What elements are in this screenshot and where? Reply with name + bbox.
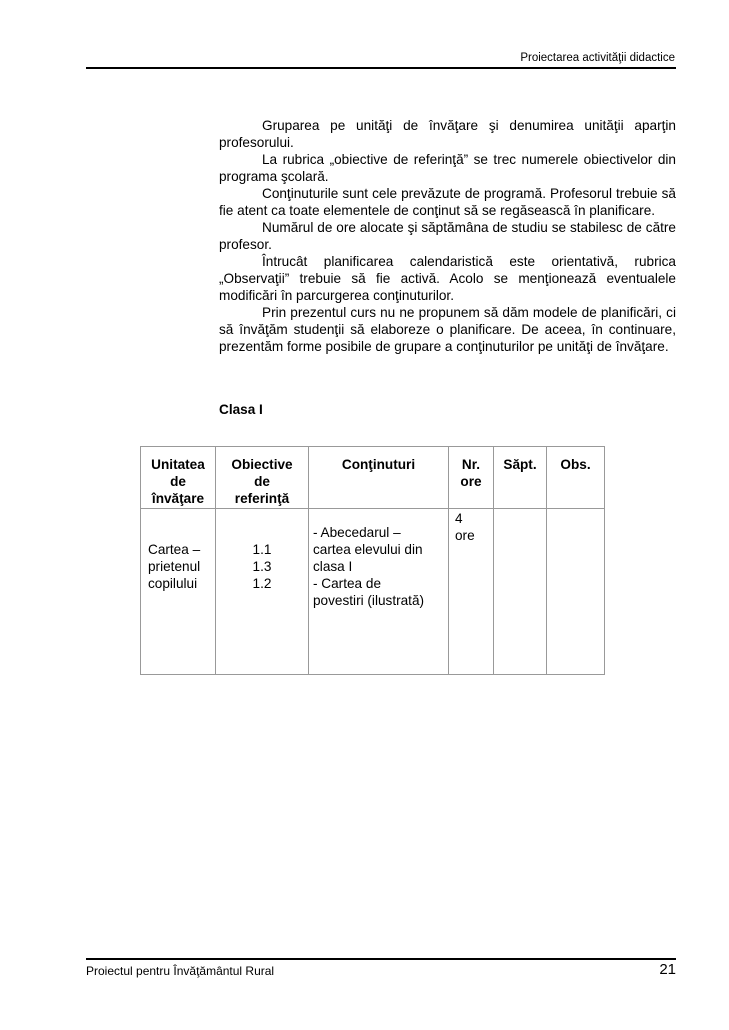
header-objectives <box>216 447 309 509</box>
header-line: Obiective <box>231 457 293 472</box>
header-obs <box>547 447 605 509</box>
cell-line: - Abecedarul – <box>313 525 401 540</box>
header-line: de <box>170 474 186 489</box>
page-number: 21 <box>659 961 676 978</box>
cell-obs <box>547 509 605 675</box>
running-header: Proiectarea activităţii didactice <box>520 52 675 64</box>
header-line: Conţinuturi <box>341 457 416 472</box>
header-line: Obs. <box>560 457 591 472</box>
cell-line: 1.2 <box>252 576 272 591</box>
header-line: referinţă <box>234 491 290 506</box>
paragraph: Gruparea pe unităţi de învăţare şi denumirea unităţii aparţin profesorului. <box>219 118 676 150</box>
cell-line: Cartea – <box>148 542 201 557</box>
cell-week <box>494 509 547 675</box>
paragraph: Numărul de ore alocate şi săptămâna de studiu se stabilesc de către profesor. <box>219 220 676 252</box>
header-line: Nr. <box>461 457 481 472</box>
cell-contents <box>309 509 449 675</box>
table-header-row <box>141 447 605 509</box>
header-line: Unitatea <box>151 457 205 472</box>
cell-line: copilului <box>148 576 198 591</box>
cell-line: 4 <box>455 511 463 526</box>
header-line: ore <box>460 474 482 489</box>
header-line: de <box>254 474 270 489</box>
cell-unit <box>141 509 216 675</box>
footer-publication: Proiectul pentru Învăţământul Rural <box>86 964 275 978</box>
header-week <box>494 447 547 509</box>
cell-hours <box>449 509 494 675</box>
section-heading: Clasa I <box>219 402 263 417</box>
header-unit <box>141 447 216 509</box>
cell-line: povestiri (ilustrată) <box>313 593 425 608</box>
cell-objectives <box>216 509 309 675</box>
paragraph: Întrucât planificarea calendaristică este orientativă, rubrica „Observaţii” trebuie să fie activă. Acolo se menţionează eventualele modificări în parcurgerea conţinuturilor. <box>219 254 676 303</box>
cell-line: cartea elevului din <box>313 542 423 557</box>
header-rule <box>86 67 676 69</box>
paragraph: Prin prezentul curs nu ne propunem să dăm modele de planificări, ci să învăţăm studenţii să elaboreze o planificare. De aceea, în continuare, prezentăm forme posibile de grupare a conţinuturilor pe unităţi de învăţare. <box>219 305 676 354</box>
cell-line: clasa I <box>313 559 353 574</box>
body-text <box>219 117 676 355</box>
cell-line: ore <box>455 528 475 543</box>
header-line: Săpt. <box>503 457 537 472</box>
header-hours <box>449 447 494 509</box>
cell-line: prietenul <box>148 559 201 574</box>
footer-rule <box>86 958 676 960</box>
cell-line: 1.3 <box>252 559 272 574</box>
paragraph: La rubrica „obiective de referinţă” se trec numerele obiectivelor din programa şcolară. <box>219 152 676 184</box>
header-line: învăţare <box>151 491 205 506</box>
table-row <box>141 509 605 675</box>
cell-line: - Cartea de <box>313 576 382 591</box>
cell-line: 1.1 <box>252 542 272 557</box>
paragraph: Conţinuturile sunt cele prevăzute de programă. Profesorul trebuie să fie atent ca toate elementele de conţinut să se regăsească în planificare. <box>219 186 676 218</box>
planning-table <box>140 446 605 675</box>
header-contents <box>309 447 449 509</box>
